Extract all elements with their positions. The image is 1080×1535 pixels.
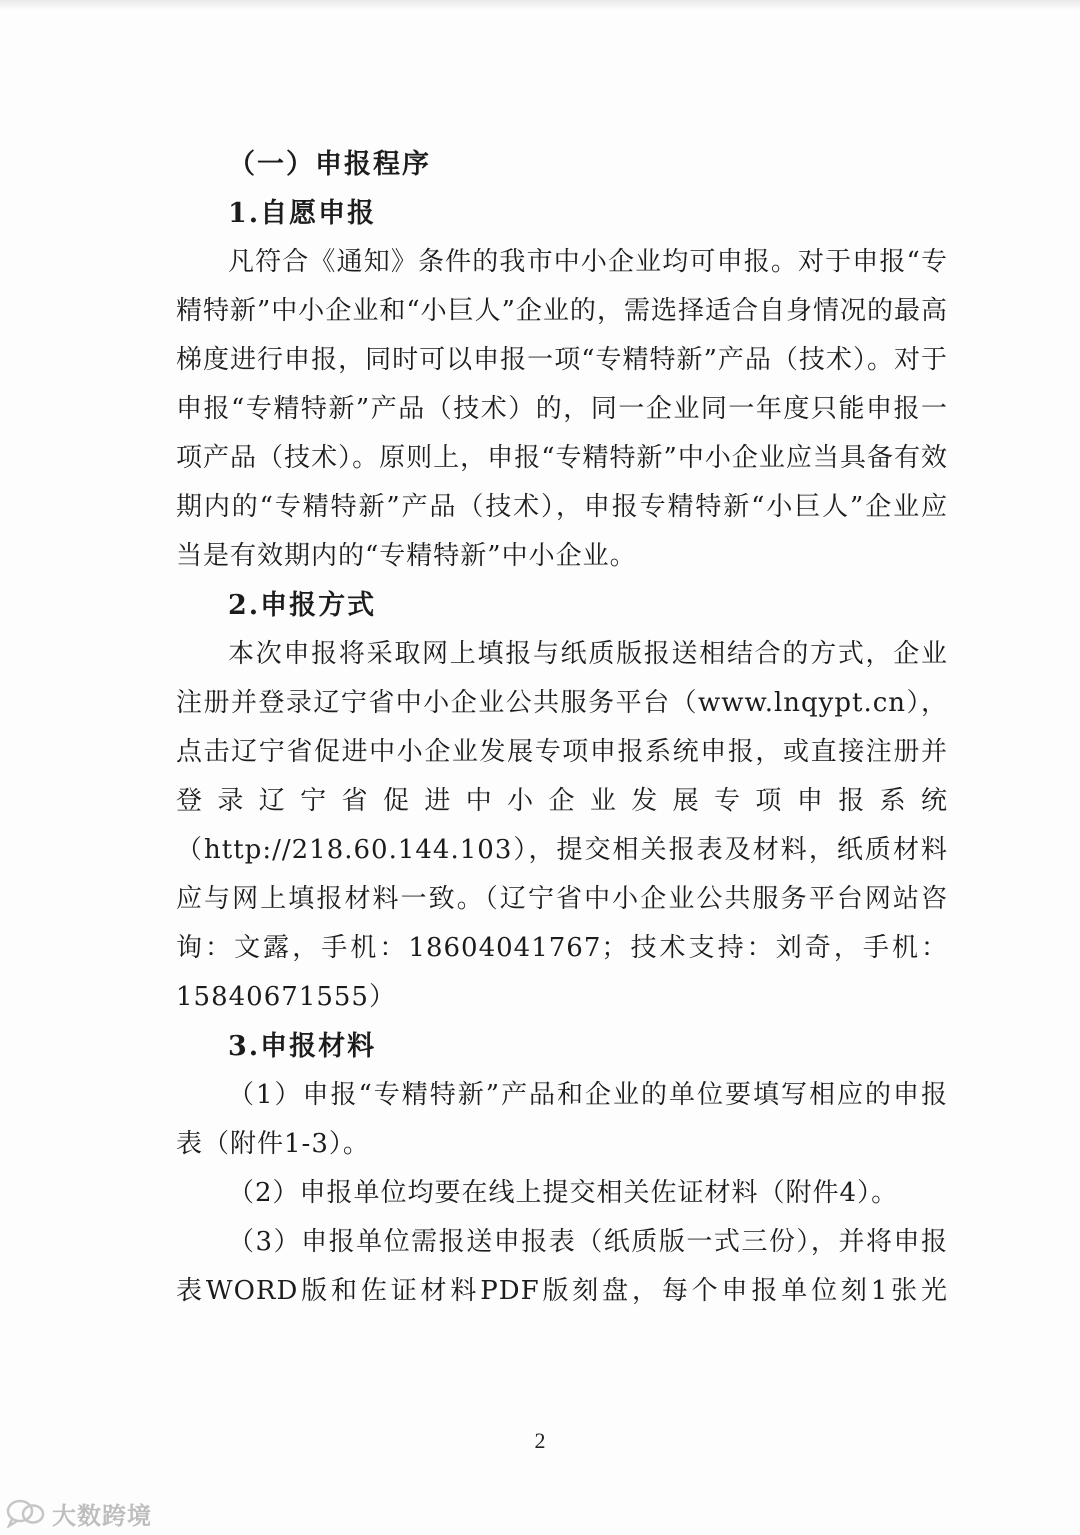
- sub2-paragraph: 本次申报将采取网上填报与纸质版报送相结合的方式，企业注册并登录辽宁省中小企业公共服务平台（www.lnqypt.cn），点击辽宁省促进中小企业发展专项申报系统申报，或直接注册并登录辽宁省促进中小企业发展专项申报系统（http://218.60.144.103），提交相关报表及材料，纸质材料应与网上填报材料一致。（辽宁省中小企业公共服务平台网站咨询：文露，手机：18604041767；技术支持：刘奇，手机：15840671555）: [176, 639, 948, 1012]
- section-heading: （一）申报程序: [228, 149, 431, 180]
- document-body: [176, 140, 948, 1316]
- sub3-item-2: （2）申报单位均要在线上提交相关佐证材料（附件4）。: [228, 1178, 899, 1208]
- watermark: [6, 1496, 152, 1530]
- sub2-heading: 2.申报方式: [228, 590, 377, 621]
- sub1-heading: 1.自愿申报: [228, 198, 377, 229]
- sub3-item-3: （3）申报单位需报送申报表（纸质版一式三份），并将申报表WORD版和佐证材料PDF版刻盘，每个申报单位刻1张光: [176, 1227, 948, 1306]
- sub3-heading: 3.申报材料: [228, 1031, 377, 1062]
- sub1-paragraph: 凡符合《通知》条件的我市中小企业均可申报。对于申报“专精特新”中小企业和“小巨人”企业的，需选择适合自身情况的最高梯度进行申报，同时可以申报一项“专精特新”产品（技术）。对于申报“专精特新”产品（技术）的，同一企业同一年度只能申报一项产品（技术）。原则上，申报“专精特新”中小企业应当具备有效期内的“专精特新”产品（技术），申报专精特新“小巨人”企业应当是有效期内的“专精特新”中小企业。: [176, 247, 948, 571]
- chat-bubble-logo-icon: [6, 1498, 46, 1528]
- scan-edge-shadow: [0, 0, 1080, 10]
- page-number: 2: [534, 1428, 546, 1453]
- watermark-text: 大数跨境: [52, 1501, 152, 1530]
- sub3-item-1: （1）申报“专精特新”产品和企业的单位要填写相应的申报表（附件1-3）。: [176, 1080, 948, 1159]
